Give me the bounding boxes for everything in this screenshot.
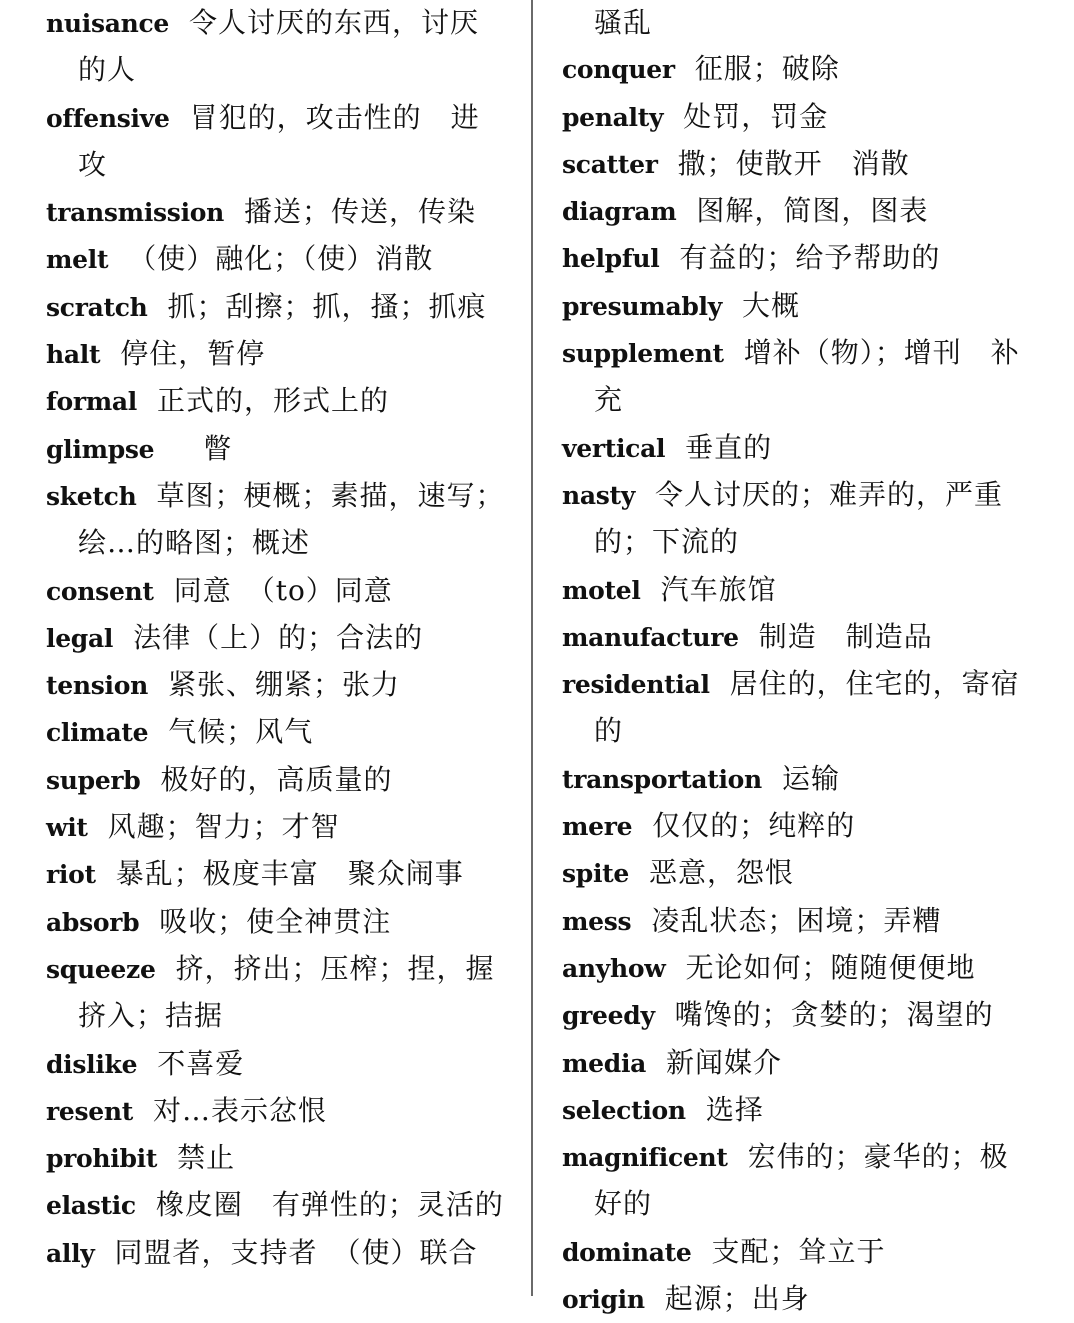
vocab-entry (562, 850, 1022, 897)
vocab-word: origin (562, 1285, 645, 1315)
vocab-word: residential (562, 670, 710, 700)
vocab-word: ally (46, 1238, 95, 1268)
vocab-word: presumably (562, 291, 722, 321)
vocab-entry (562, 472, 1022, 567)
vocab-entry (46, 1230, 508, 1277)
vocab-entry (562, 94, 1022, 141)
vocab-definition: 大概 (741, 288, 800, 322)
column-divider (531, 0, 533, 1296)
vocab-definition: 风趣；智力；才智 (107, 810, 340, 844)
vocab-entry (46, 284, 508, 331)
right-column (562, 0, 1022, 1323)
vocab-word: offensive (46, 103, 170, 133)
vocab-word: magnificent (562, 1143, 728, 1173)
vocab-definition: 无论如何；随随便便地 (685, 950, 976, 984)
vocab-definition: 瞥 (174, 431, 233, 465)
vocab-entry (562, 141, 1022, 188)
vocab-entry (46, 378, 508, 425)
vocab-definition: 挤，挤出；压榨；捏，握 挤入；拮据 (78, 951, 524, 1033)
vocab-word: spite (562, 859, 630, 889)
entry-continuation: 骚乱 (594, 6, 653, 39)
vocab-entry (46, 1088, 508, 1135)
vocab-entry (46, 426, 508, 473)
vocab-definition: 支配；耸立于 (711, 1234, 886, 1268)
vocab-word: mess (562, 906, 632, 936)
vocab-entry (562, 46, 1022, 93)
vocab-definition: 汽车旅馆 (660, 572, 777, 606)
vocab-entry (562, 1040, 1022, 1087)
vocab-definition: 凌乱状态；困境；弄糟 (651, 903, 942, 937)
vocab-definition: 同盟者，支持者 （使）联合 (114, 1235, 478, 1269)
vocab-definition: 令人讨厌的东西，讨厌的人 (78, 6, 480, 87)
vocab-definition: 停住，暂停 (120, 337, 266, 371)
vocab-word: superb (46, 765, 141, 795)
vocab-word: tension (46, 671, 148, 701)
vocab-entry (562, 567, 1022, 614)
vocab-entry (562, 330, 1022, 425)
left-column (46, 0, 524, 1277)
vocab-entry (46, 709, 508, 756)
vocab-entry (46, 757, 508, 804)
vocab-definition: 令人讨厌的；难弄的，严重的；下流的 (594, 477, 1004, 559)
vocab-entry (46, 568, 508, 615)
vocab-entry (562, 425, 1022, 472)
vocab-word: motel (562, 575, 641, 605)
vocab-definition: 图解，简图，图表 (696, 194, 929, 228)
vocab-definition: 起源；出身 (664, 1282, 810, 1316)
vocab-word: transmission (46, 198, 225, 228)
vocab-word: elastic (46, 1191, 136, 1221)
vocab-word: helpful (562, 244, 660, 274)
vocab-entry (46, 1135, 508, 1182)
vocab-definition: 垂直的 (685, 430, 773, 464)
vocab-word: resent (46, 1096, 133, 1126)
vocab-definition: 法律（上）的；合法的 (133, 620, 424, 654)
vocab-definition: 冒犯的，攻击性的 进攻 (78, 100, 480, 181)
vocab-word: mere (562, 812, 633, 842)
vocab-word: glimpse (46, 434, 155, 464)
vocab-definition: 同意 （to）同意 (173, 573, 393, 607)
vocab-word: melt (46, 245, 109, 275)
vocab-definition: 撒；使散开 消散 (677, 146, 910, 180)
vocab-word: dislike (46, 1049, 138, 1079)
vocab-entry (46, 804, 508, 851)
vocab-word: prohibit (46, 1144, 158, 1174)
vocab-word: dominate (562, 1237, 692, 1267)
vocab-word: climate (46, 718, 149, 748)
vocab-definition: 增补（物）；增刊 补充 (594, 336, 1020, 417)
vocab-definition: 恶意，怨恨 (649, 856, 795, 890)
vocab-entry (46, 1182, 508, 1229)
vocab-word: legal (46, 623, 114, 653)
vocab-definition: 抓；刮擦；抓，搔；抓痕 (167, 289, 487, 323)
vocab-word: selection (562, 1095, 686, 1125)
vocab-entry (562, 1276, 1022, 1323)
vocab-word: media (562, 1048, 647, 1078)
vocab-definition: 草图；梗概；素描，速写；绘…的略图；概述 (78, 478, 505, 560)
vocab-entry (562, 283, 1022, 330)
vocab-definition: 不喜爱 (157, 1046, 245, 1080)
vocab-definition: 征服；破除 (694, 52, 840, 86)
vocab-word: nuisance (46, 9, 170, 38)
vocab-word: conquer (562, 55, 675, 85)
vocab-entry (46, 331, 508, 378)
vocab-word: riot (46, 860, 96, 890)
vocab-entry (562, 803, 1022, 850)
vocab-entry (46, 236, 508, 283)
vocab-word: wit (46, 813, 88, 843)
vocab-word: manufacture (562, 622, 739, 652)
vocab-word: nasty (562, 480, 636, 510)
vocab-definition: 气候；风气 (168, 715, 314, 749)
vocab-definition: 橡皮圈 有弹性的；灵活的 (155, 1188, 504, 1222)
vocab-definition: 正式的，形式上的 (156, 384, 389, 418)
vocab-entry (46, 0, 508, 95)
vocab-definition: 嘴馋的；贪婪的；渴望的 (674, 998, 994, 1032)
vocab-entry (562, 1134, 1022, 1229)
vocab-entry (562, 188, 1022, 235)
vocab-definition: 居住的，住宅的，寄宿的 (594, 667, 1020, 748)
vocab-entry (562, 661, 1022, 756)
vocab-word: supplement (562, 339, 724, 369)
vocab-entry (46, 851, 508, 898)
vocab-word: penalty (562, 102, 664, 132)
vocab-word: squeeze (46, 954, 156, 984)
vocab-definition: 制造 制造品 (758, 619, 933, 653)
vocab-word: transportation (562, 764, 762, 794)
vocab-word: greedy (562, 1001, 655, 1031)
vocab-word: halt (46, 340, 101, 370)
vocab-entry (562, 898, 1022, 945)
vocab-definition: 新闻媒介 (666, 1045, 783, 1079)
vocab-entry (562, 1087, 1022, 1134)
vocab-definition: 对…表示忿恨 (152, 1093, 327, 1127)
vocab-entry (562, 614, 1022, 661)
vocab-entry (46, 899, 508, 946)
vocab-definition: （使）融化；（使）消散 (128, 242, 434, 276)
vocab-definition: 有益的；给予帮助的 (679, 241, 941, 275)
vocab-word: absorb (46, 907, 140, 937)
vocab-entry (46, 189, 508, 236)
vocab-definition: 暴乱；极度丰富 聚众闹事 (115, 857, 464, 891)
vocab-entry (562, 945, 1022, 992)
vocab-word: formal (46, 387, 137, 417)
vocab-entry (46, 946, 524, 1041)
vocab-word: sketch (46, 481, 137, 511)
vocab-definition: 禁止 (177, 1141, 236, 1175)
vocab-definition: 仅仅的；纯粹的 (652, 809, 856, 843)
vocab-word: vertical (562, 433, 666, 463)
vocab-entry (562, 992, 1022, 1039)
vocab-definition: 处罚，罚金 (683, 99, 829, 133)
vocab-definition: 播送；传送，传染 (244, 195, 477, 229)
vocab-entry (46, 662, 508, 709)
vocab-word: scratch (46, 292, 148, 322)
vocab-definition: 极好的，高质量的 (160, 762, 393, 796)
vocab-word: diagram (562, 197, 677, 227)
vocab-definition: 宏伟的；豪华的；极好的 (594, 1140, 1009, 1221)
vocab-definition: 运输 (781, 761, 840, 795)
continuation-line (562, 0, 1022, 46)
vocab-definition: 吸收；使全神贯注 (159, 904, 392, 938)
vocab-entry (562, 235, 1022, 282)
vocab-word: anyhow (562, 953, 666, 983)
vocab-entry (562, 756, 1022, 803)
vocab-word: scatter (562, 149, 658, 179)
vocab-word: consent (46, 576, 154, 606)
vocab-entry (46, 1041, 508, 1088)
vocab-entry (46, 95, 508, 190)
vocab-entry (46, 473, 508, 568)
vocab-entry (562, 1229, 1022, 1276)
vocab-entry (46, 615, 508, 662)
vocab-definition: 紧张、绷紧；张力 (167, 668, 400, 702)
vocab-definition: 选择 (705, 1092, 764, 1126)
